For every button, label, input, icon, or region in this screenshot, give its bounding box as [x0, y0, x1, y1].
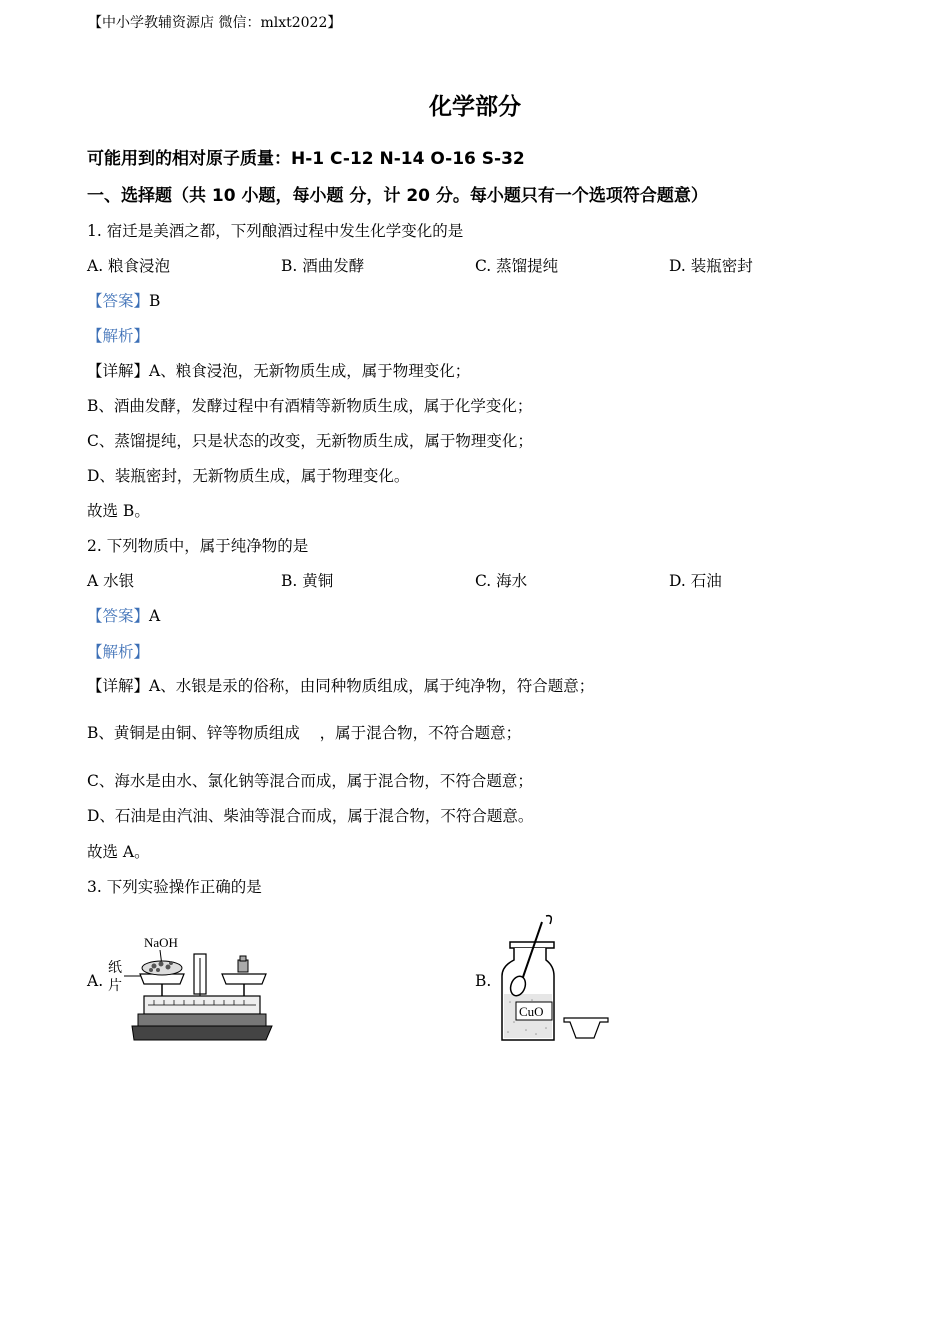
q1-option-d: D. 装瓶密封 [669, 257, 753, 275]
q1-detail-1 [87, 359, 470, 381]
page-title: 化学部分 [429, 94, 521, 120]
reagent-bottle-figure [496, 910, 616, 1045]
q1-stem: 1. 宿迁是美酒之都，下列酿酒过程中发生化学变化的是 [87, 222, 464, 240]
q2-analysis-label: 【解析】 [87, 643, 150, 661]
cuo-label: CuO [519, 1004, 544, 1019]
section-heading: 一、选择题（共 10 小题，每小题 分，计 20 分。每小题只有一个选项符合题意） [87, 186, 708, 206]
q2-detail-4: D、石油是由汽油、柴油等混合而成，属于混合物，不符合题意。 [87, 807, 534, 825]
paper-label-1: 纸 [108, 961, 122, 976]
q2-answer-value: A [149, 607, 161, 625]
q2-detail-text-1: A、水银是汞的俗称，由同种物质组成，属于纯净物，符合题意； [149, 677, 595, 695]
q1-conclusion: 故选 B。 [87, 502, 150, 520]
page-header: 【中小学教辅资源店 微信：mlxt2022】 [88, 15, 342, 31]
q2-option-c: C. 海水 [475, 572, 528, 590]
q1-detail-text-1: A、粮食浸泡，无新物质生成，属于物理变化； [149, 362, 471, 380]
balance-weighing-figure [104, 930, 274, 1045]
q3-option-b-label: B. [475, 972, 492, 990]
paper-label-2: 片 [108, 979, 122, 994]
q2-detail-2: B、黄铜是由铜、锌等物质组成 ，属于混合物，不符合题意； [87, 724, 522, 742]
q2-option-b: B. 黄铜 [281, 572, 334, 590]
q2-conclusion: 故选 A。 [87, 843, 150, 861]
q2-option-a: A 水银 [87, 572, 135, 590]
q1-detail-label: 【详解】 [87, 362, 150, 380]
q1-option-b: B. 酒曲发酵 [281, 257, 365, 275]
q1-detail-3: C、蒸馏提纯，只是状态的改变，无新物质生成，属于物理变化； [87, 432, 533, 450]
q1-option-c: C. 蒸馏提纯 [475, 257, 559, 275]
q3-option-a-label: A. [87, 972, 104, 990]
q2-stem: 2. 下列物质中，属于纯净物的是 [87, 537, 309, 555]
q2-detail-3: C、海水是由水、氯化钠等混合而成，属于混合物，不符合题意； [87, 772, 533, 790]
q2-detail-label: 【详解】 [87, 677, 150, 695]
atomic-mass-line: 可能用到的相对原子质量：H-1 C-12 N-14 O-16 S-32 [87, 149, 525, 169]
q1-option-a: A. 粮食浸泡 [87, 257, 171, 275]
naoh-label: NaOH [144, 935, 178, 950]
q2-answer-label: 【答案】 [87, 607, 150, 625]
q1-answer [87, 289, 160, 311]
q1-answer-label: 【答案】 [87, 292, 150, 310]
q1-analysis-label: 【解析】 [87, 327, 150, 345]
q1-answer-value: B [149, 292, 161, 310]
q3-stem: 3. 下列实验操作正确的是 [87, 878, 262, 896]
q2-detail-1 [87, 674, 594, 696]
q1-detail-2: B、酒曲发酵，发酵过程中有酒精等新物质生成，属于化学变化； [87, 397, 533, 415]
q2-answer [87, 604, 160, 626]
q2-option-d: D. 石油 [669, 572, 722, 590]
q1-detail-4: D、装瓶密封，无新物质生成，属于物理变化。 [87, 467, 410, 485]
